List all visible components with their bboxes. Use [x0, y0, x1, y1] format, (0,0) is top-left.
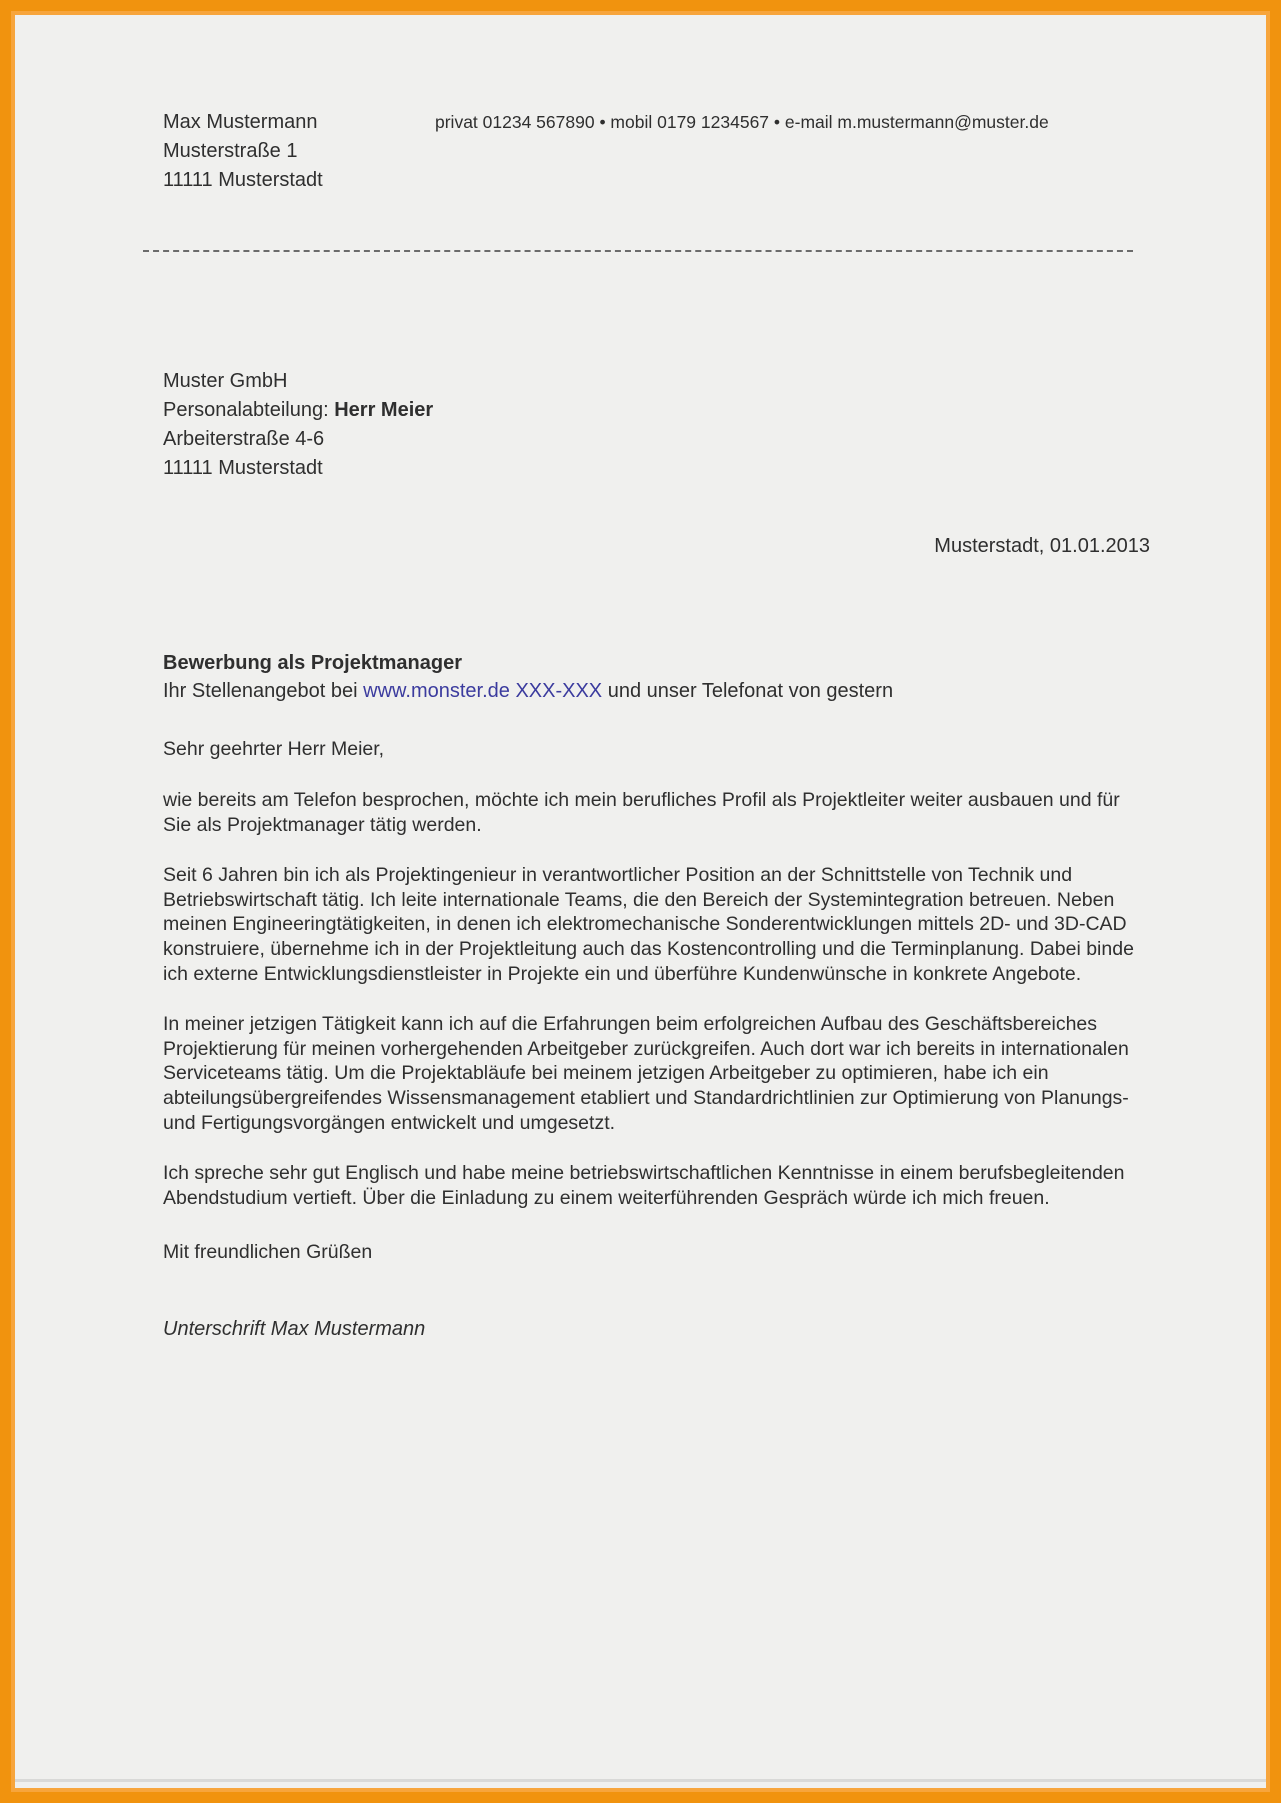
recipient-block	[163, 367, 1150, 483]
body-paragraph: Ich spreche sehr gut Englisch und habe meine betriebswirtschaftlichen Kenntnisse in einem berufsbegleitenden Abendstudium vertieft. Über die Einladung zu einem weiterführenden Gespräch würde ich mich freuen.	[163, 1162, 1125, 1209]
subject-block	[163, 649, 1150, 705]
date-line: Musterstadt, 01.01.2013	[934, 535, 1150, 557]
recipient-department-label: Personalabteilung:	[163, 399, 335, 421]
letter-header	[163, 108, 1150, 195]
body-paragraph: In meiner jetzigen Tätigkeit kann ich auf die Erfahrungen beim erfolgreichen Aufbau des Geschäftsbereiches Projektierung für meinen vorhergehenden Arbeitgeber zurückgreifen. Auch dort war ich bereits in internationalen Serviceteams tätig. Um die Projektabläufe bei meinem jetzigen Arbeitgeber zu optimieren, habe ich ein abteilungsübergreifendes Wissensmanagement etabliert und Standardrichtlinien zur Optimierung von Planungs- und Fertigungsvorgängen entwickelt und umgesetzt.	[163, 1013, 1129, 1134]
recipient-contact-name: Herr Meier	[334, 399, 434, 421]
closing-phrase: Mit freundlichen Grüßen	[163, 1241, 373, 1264]
subject-reference-prefix: Ihr Stellenangebot bei	[163, 680, 364, 702]
job-posting-link[interactable]: www.monster.de XXX-XXX	[363, 680, 603, 702]
sender-city: 11111 Musterstadt	[163, 169, 323, 191]
sender-contact-line: privat 01234 567890 • mobil 0179 1234567 • e-mail m.mustermann@muster.de	[435, 112, 1049, 132]
recipient-department-line	[163, 396, 1150, 425]
signature-line: Unterschrift Max Mustermann	[163, 1318, 426, 1341]
body-paragraph: wie bereits am Telefon besprochen, möchte ich mein berufliches Profil als Projektleiter weiter ausbauen und für Sie als Projektmanager tätig werden.	[163, 789, 1120, 836]
sender-street: Musterstraße 1	[163, 140, 298, 162]
sender-block	[163, 108, 435, 195]
recipient-city: 11111 Musterstadt	[163, 457, 323, 479]
dashed-separator-line	[143, 250, 1133, 252]
recipient-company: Muster GmbH	[163, 370, 288, 392]
sender-name: Max Mustermann	[163, 111, 318, 133]
recipient-street: Arbeiterstraße 4-6	[163, 428, 325, 450]
letter-page	[15, 15, 1266, 1788]
subject-reference-line	[163, 677, 1150, 705]
body-paragraph: Seit 6 Jahren bin ich als Projektingenieur in verantwortlicher Position an der Schnittstelle von Technik und Betriebswirtschaft tätig. Ich leite internationale Teams, die den Bereich der Systemintegration betreuen. Neben meinen Engineeringtätigkeiten, in denen ich elektromechanische Sonderentwicklungen mittels 2D- und 3D-CAD konstruiere, übernehme ich in der Projektleitung auch das Kostencontrolling und die Terminplanung. Dabei binde ich externe Entwicklungsdienstleister in Projekte ein und überführe Kundenwünsche in konkrete Angebote.	[163, 864, 1134, 985]
subject-reference-suffix: und unser Telefonat von gestern	[602, 680, 894, 702]
salutation: Sehr geehrter Herr Meier,	[163, 738, 385, 760]
subject-title: Bewerbung als Projektmanager	[163, 652, 462, 674]
